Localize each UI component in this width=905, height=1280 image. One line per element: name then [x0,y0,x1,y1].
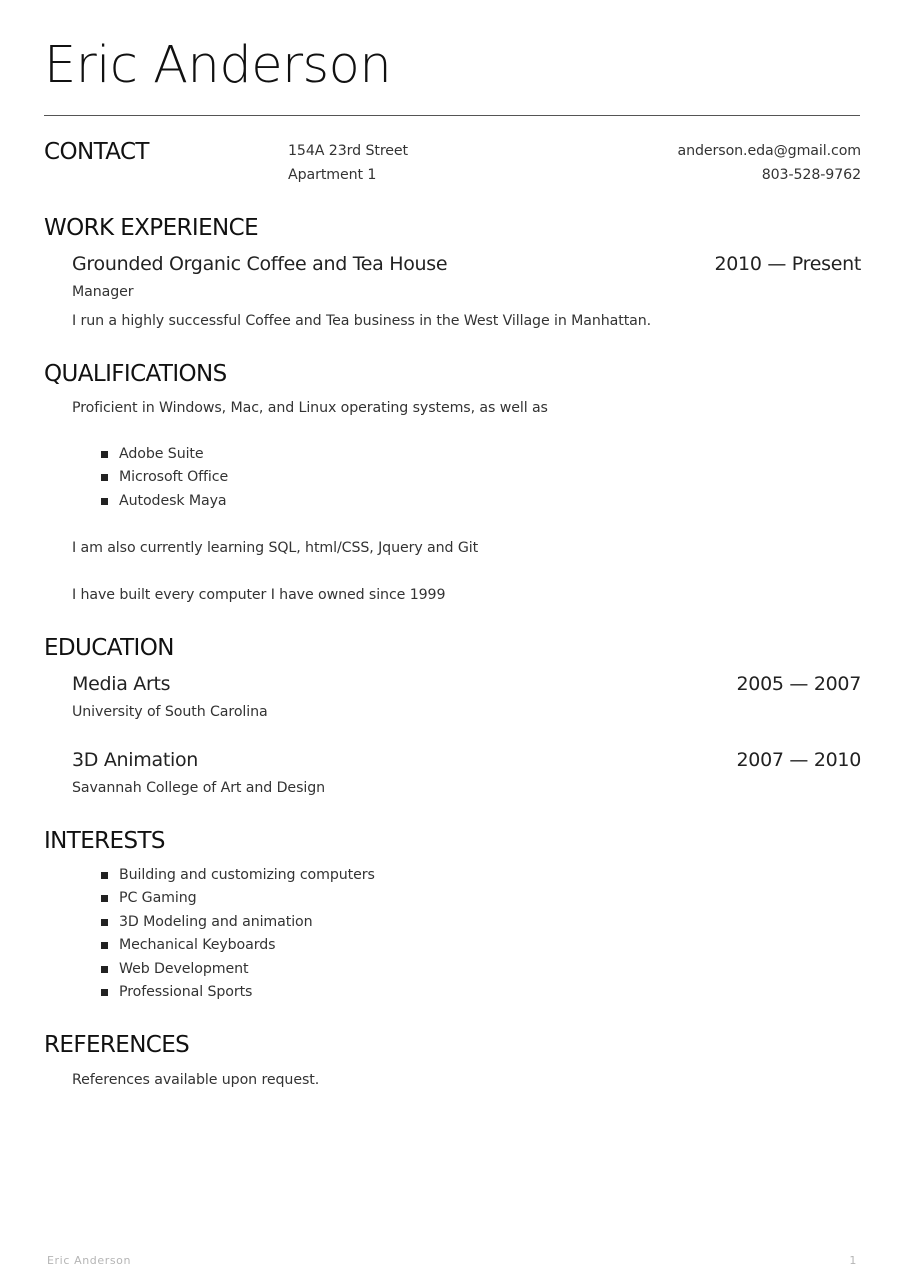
resume-page [44,0,861,1280]
work-dates: 2010 — Present [714,253,861,275]
interest-item: Professional Sports [119,983,253,1000]
bullet-icon [101,966,108,973]
list-item [72,490,228,513]
list-item [72,911,375,934]
education-school: University of South Carolina [72,704,268,720]
work-experience-heading: WORK EXPERIENCE [44,215,259,241]
bullet-icon [101,474,108,481]
education-heading: EDUCATION [44,635,174,661]
interest-item: Web Development [119,960,249,977]
qualifications-intro: Proficient in Windows, Mac, and Linux operating systems, as well as [72,400,548,416]
list-item [72,466,228,489]
address-line2: Apartment 1 [288,167,377,183]
header-divider [44,115,860,116]
address-line1: 154A 23rd Street [288,143,408,159]
qualifications-heading: QUALIFICATIONS [44,361,227,387]
bullet-icon [101,451,108,458]
list-item [72,887,375,910]
footer-name: Eric Anderson [47,1254,132,1267]
list-item [72,864,375,887]
work-role: Manager [72,284,134,300]
bullet-icon [101,942,108,949]
education-dates: 2005 — 2007 [736,673,861,695]
bullet-icon [101,919,108,926]
list-item [72,981,375,1004]
qualifications-built: I have built every computer I have owned since 1999 [72,587,446,603]
references-heading: REFERENCES [44,1032,190,1058]
interest-item: PC Gaming [119,890,197,907]
list-item [72,443,228,466]
contact-heading: CONTACT [44,139,149,165]
education-school: Savannah College of Art and Design [72,780,325,796]
bullet-icon [101,872,108,879]
bullet-icon [101,895,108,902]
footer-page-number: 1 [849,1254,857,1267]
interests-list [72,864,375,1004]
bullet-icon [101,498,108,505]
education-program: 3D Animation [72,749,199,771]
interests-heading: INTERESTS [44,828,165,854]
qualification-item: Autodesk Maya [119,492,227,509]
work-company: Grounded Organic Coffee and Tea House [72,253,448,275]
email[interactable]: anderson.eda@gmail.com [677,143,861,159]
interest-item: Building and customizing computers [119,867,375,883]
references-text: References available upon request. [72,1072,320,1088]
education-dates: 2007 — 2010 [736,749,861,771]
list-item [72,958,375,981]
qualification-item: Adobe Suite [119,446,204,462]
education-program: Media Arts [72,673,171,695]
qualification-item: Microsoft Office [119,469,229,486]
work-description: I run a highly successful Coffee and Tea business in the West Village in Manhattan. [72,313,652,329]
phone[interactable]: 803-528-9762 [761,167,861,183]
interest-item: 3D Modeling and animation [119,913,313,930]
interest-item: Mechanical Keyboards [119,937,276,954]
qualifications-learning: I am also currently learning SQL, html/CSS, Jquery and Git [72,540,479,556]
list-item [72,934,375,957]
qualifications-list [72,443,228,513]
bullet-icon [101,989,108,996]
resume-name: Eric Anderson [44,36,392,95]
